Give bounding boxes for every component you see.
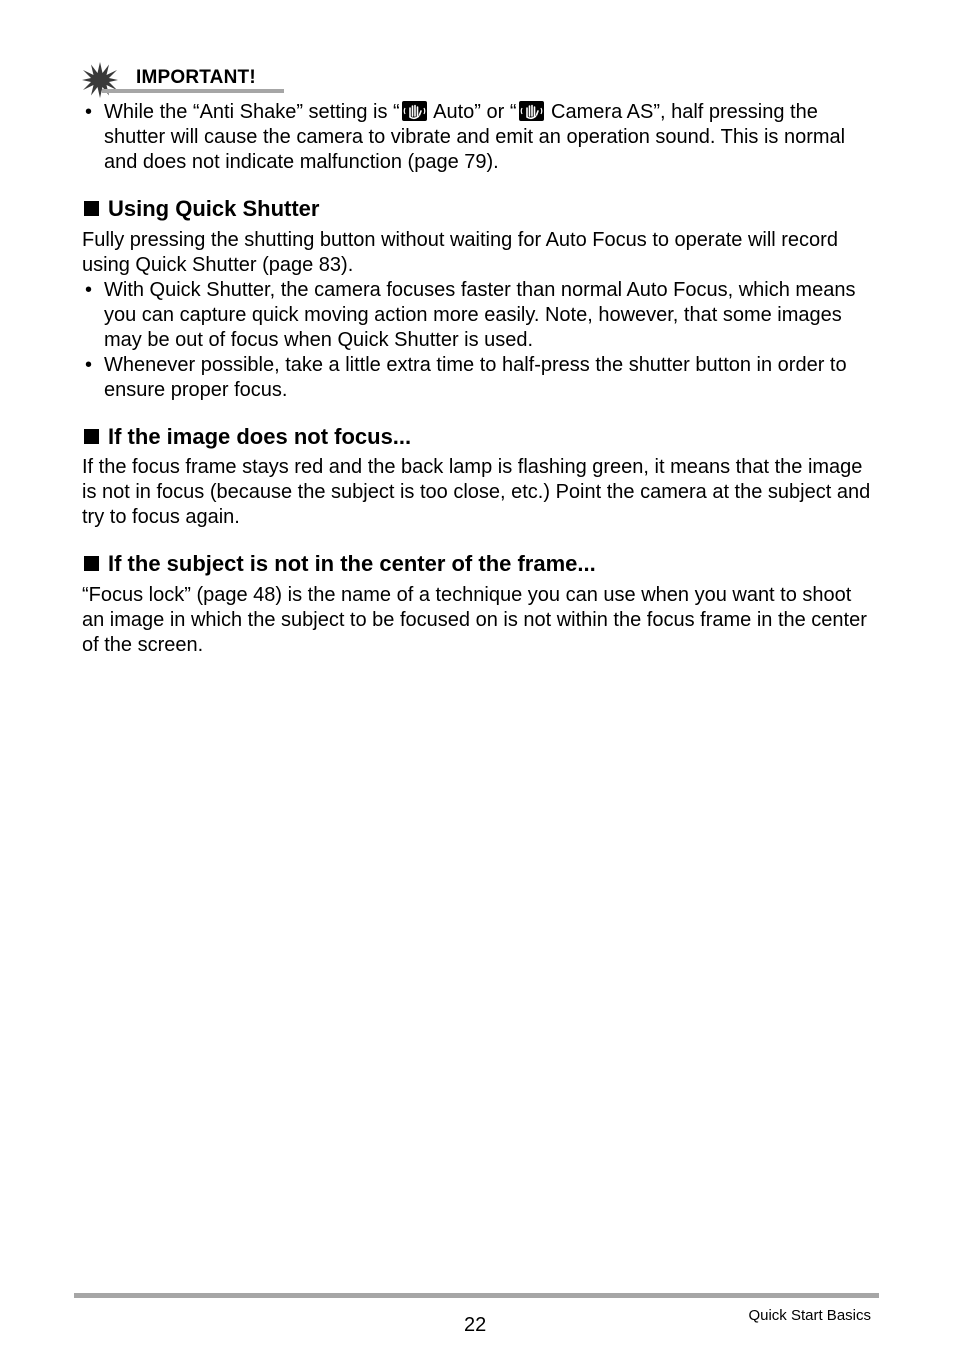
section-body-subject-not-center: “Focus lock” (page 48) is the name of a technique you can use when you want to shoot an image in which the subject to be focused on is not within the focus frame in the center of the screen. xyxy=(82,584,867,656)
square-bullet-icon xyxy=(84,201,99,216)
important-label: IMPORTANT! xyxy=(136,67,256,88)
important-bullet-text xyxy=(104,100,872,175)
important-underline xyxy=(102,89,284,93)
bullet-dot: • xyxy=(85,354,93,376)
camera-as-icon xyxy=(519,101,544,121)
bullet-text: With Quick Shutter, the camera focuses faster than normal Auto Focus, which means you can capture quick moving action more easily. Note, however, that some images may be out of focus when Quick Shutter is used. xyxy=(104,279,856,351)
section-heading-quick-shutter xyxy=(82,196,319,222)
heading-text: Using Quick Shutter xyxy=(108,196,320,221)
section-body-quick-shutter: Fully pressing the shutting button without waiting for Auto Focus to operate will record using Quick Shutter (page 83). xyxy=(82,229,838,276)
section-heading-image-not-focus xyxy=(82,424,411,450)
quick-shutter-bullet-2 xyxy=(82,353,872,403)
important-bullet xyxy=(82,100,872,175)
heading-text: If the image does not focus... xyxy=(108,424,412,449)
section-body-image-not-focus: If the focus frame stays red and the back lamp is flashing green, it means that the image is not in focus (because the subject is too close, etc.) Point the camera at the subject and try to focus again. xyxy=(82,456,871,528)
important-note-header xyxy=(82,62,284,92)
text-segment: Camera AS”, half pressing the shutter will cause the camera to vibrate and emit an operation sound. This is normal and does not indicate malfunction (page 79). xyxy=(104,101,846,173)
heading-text: If the subject is not in the center of the frame... xyxy=(108,551,596,576)
text-segment: While the “Anti Shake” setting is “ xyxy=(104,101,400,123)
page-number: 22 xyxy=(464,1314,487,1336)
anti-shake-auto-icon xyxy=(402,101,427,121)
square-bullet-icon xyxy=(84,556,99,571)
square-bullet-icon xyxy=(84,429,99,444)
footer-section-name: Quick Start Basics xyxy=(748,1307,871,1324)
text-segment: Auto” or “ xyxy=(428,101,517,123)
section-heading-subject-not-center xyxy=(82,551,596,577)
bullet-dot: • xyxy=(85,101,93,123)
bullet-dot: • xyxy=(85,279,93,301)
bullet-text: Whenever possible, take a little extra time to half-press the shutter button in order to ensure proper focus. xyxy=(104,354,847,401)
quick-shutter-bullet-1 xyxy=(82,278,872,353)
footer-rule xyxy=(74,1293,879,1298)
